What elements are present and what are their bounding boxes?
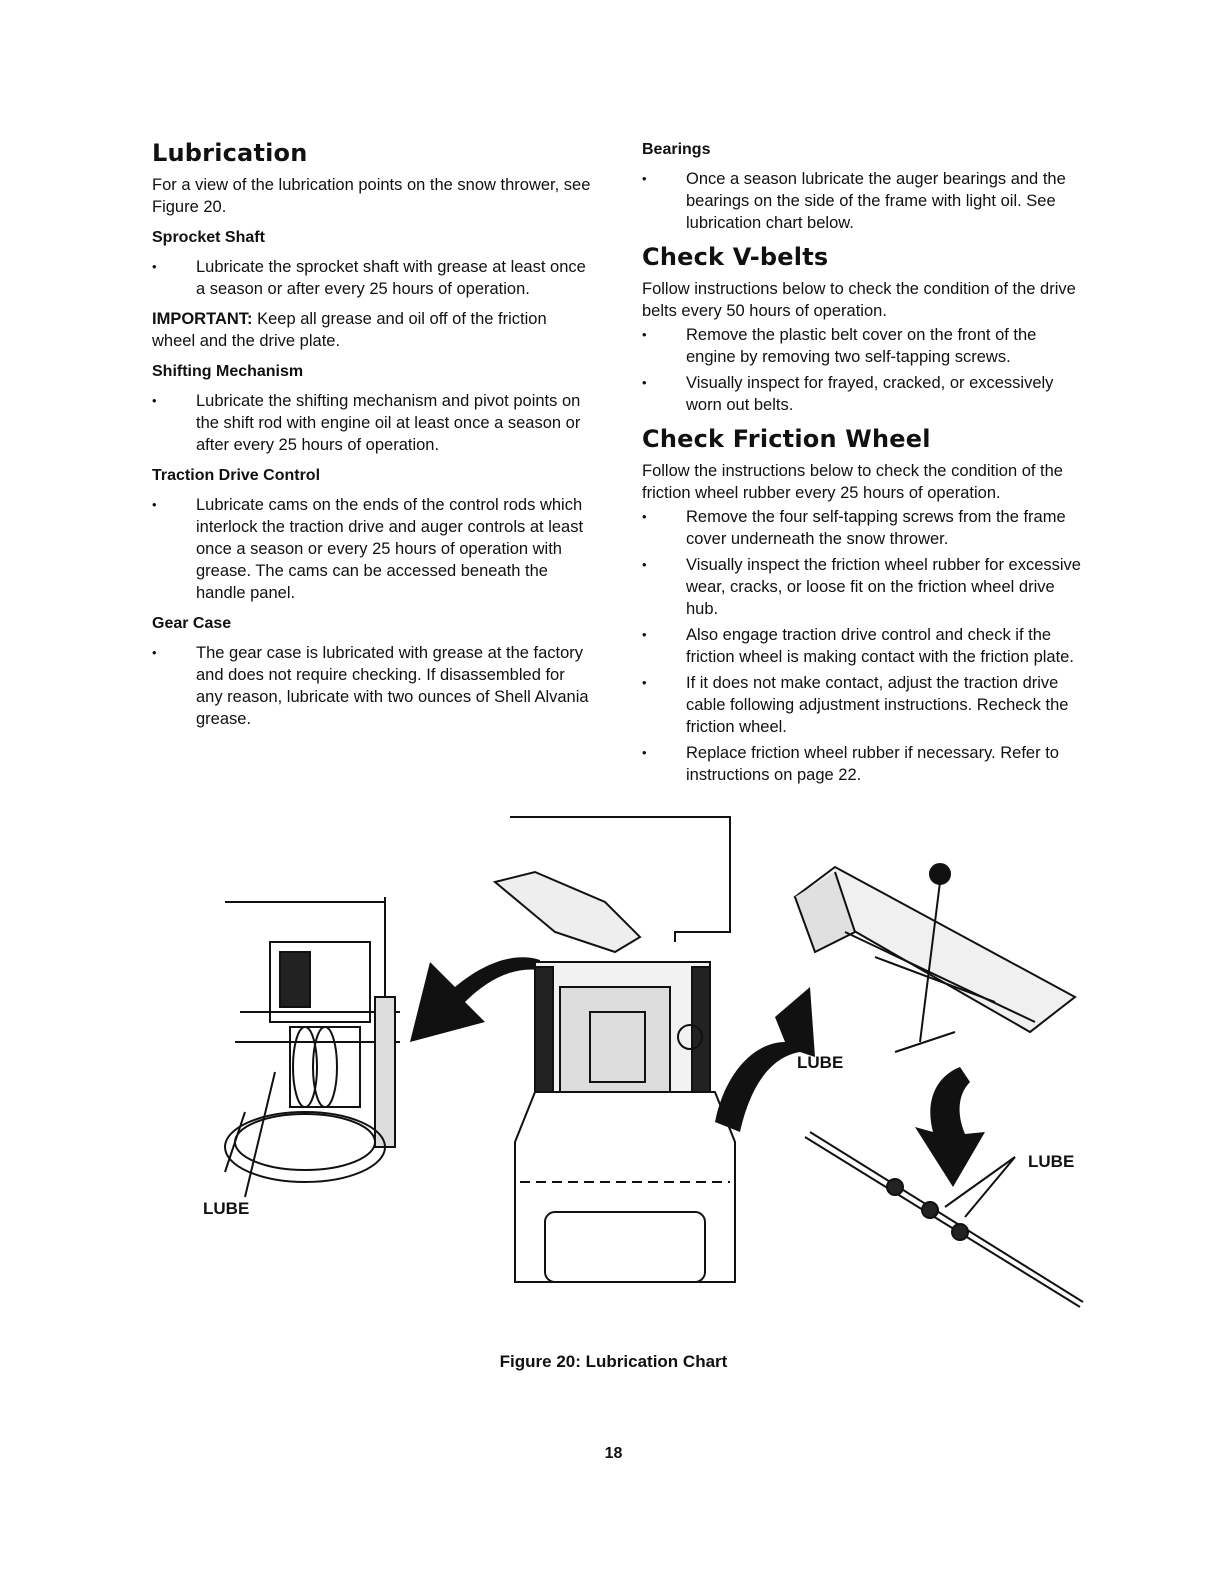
gear-case-list	[152, 642, 592, 730]
right-column	[642, 140, 1082, 794]
list-item: • Remove the plastic belt cover on the front of the engine by removing two self-tapping screws.	[642, 324, 1082, 368]
check-friction-wheel-title: Check Friction Wheel	[642, 425, 931, 453]
traction-drive-heading: Traction Drive Control	[152, 467, 321, 484]
arrow-right-illustration	[915, 1067, 985, 1187]
lubrication-title: Lubrication	[152, 139, 308, 167]
sprocket-shaft-heading: Sprocket Shaft	[152, 229, 265, 246]
list-item: • Remove the four self-tapping screws from the frame cover underneath the snow thrower.	[642, 506, 1082, 550]
lubrication-chart-figure	[195, 812, 1090, 1322]
gear-case-detail-illustration	[225, 897, 400, 1197]
figure-caption: Figure 20: Lubrication Chart	[499, 1352, 728, 1371]
important-text: Keep all grease and oil off of the friction wheel and the drive plate.	[152, 310, 547, 350]
shifting-mechanism-list	[152, 390, 592, 456]
left-column	[152, 138, 592, 738]
vbelts-intro: Follow instructions below to check the condition of the drive belts every 50 hours of operation.	[642, 280, 1076, 320]
arrow-left-illustration	[410, 957, 540, 1042]
list-item: • Replace friction wheel rubber if necessary. Refer to instructions on page 22.	[642, 742, 1082, 786]
list-item: • Once a season lubricate the auger bearings and the bearings on the side of the frame with light oil. See lubrication chart below.	[642, 168, 1082, 234]
bearings-heading: Bearings	[642, 141, 711, 158]
lube-label-right: LUBE	[1028, 1152, 1075, 1171]
vbelts-list	[642, 324, 1082, 416]
check-vbelts-title: Check V-belts	[642, 243, 829, 271]
lube-label-left: LUBE	[203, 1199, 250, 1218]
list-item: • Lubricate the shifting mechanism and pivot points on the shift rod with engine oil at least once a season or after every 25 hours of operation.	[152, 390, 592, 456]
sprocket-shaft-list	[152, 256, 592, 300]
list-item: • Also engage traction drive control and check if the friction wheel is making contact with the friction plate.	[642, 624, 1082, 668]
list-item: • If it does not make contact, adjust the traction drive cable following adjustment instructions. Recheck the friction wheel.	[642, 672, 1082, 738]
important-label: IMPORTANT:	[152, 310, 253, 328]
friction-intro: Follow the instructions below to check the condition of the friction wheel rubber every 25 hours of operation.	[642, 462, 1063, 502]
list-item: • Lubricate cams on the ends of the control rods which interlock the traction drive and auger controls at least once a season or every 25 hours of operation with grease. The cams can be accessed beneath the handle panel.	[152, 494, 592, 604]
friction-list	[642, 506, 1082, 786]
snow-thrower-illustration	[495, 817, 735, 1282]
list-item: • Lubricate the sprocket shaft with grease at least once a season or after every 25 hours of operation.	[152, 256, 592, 300]
list-item: • The gear case is lubricated with grease at the factory and does not require checking. If disassembled for any reason, lubricate with two ounces of Shell Alvania grease.	[152, 642, 592, 730]
lube-label-middle: LUBE	[797, 1053, 844, 1072]
shift-rod-illustration	[795, 864, 1075, 1052]
bearings-list	[642, 168, 1082, 234]
important-note	[152, 308, 592, 352]
gear-case-heading: Gear Case	[152, 615, 232, 632]
list-item: • Visually inspect the friction wheel rubber for excessive wear, cracks, or loose fit on the friction wheel drive hub.	[642, 554, 1082, 620]
page-number: 18	[604, 1445, 623, 1462]
list-item: • Visually inspect for frayed, cracked, or excessively worn out belts.	[642, 372, 1082, 416]
lubrication-intro: For a view of the lubrication points on the snow thrower, see Figure 20.	[152, 176, 591, 216]
traction-drive-list	[152, 494, 592, 604]
shifting-mechanism-heading: Shifting Mechanism	[152, 363, 304, 380]
